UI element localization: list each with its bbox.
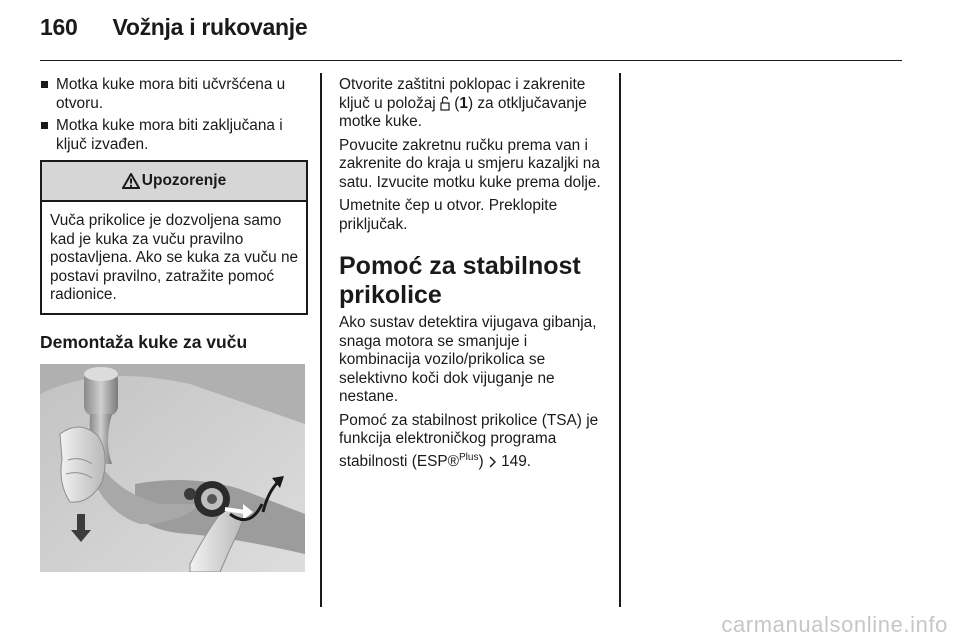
warning-triangle-icon [122, 173, 140, 189]
paragraph-4: Ako sustav detektira vijugava gibanja, snaga motora se smanjuje i kombinacija vozilo/prikolica se selektivno koči dok vijuganje ne nestane. [339, 314, 597, 405]
bullet-item: Motka kuke mora biti učvršćena u otvoru. [40, 76, 308, 113]
page-header [40, 14, 307, 54]
warning-title: Upozorenje [141, 171, 227, 189]
section-heading: Demontaža kuke za vuču [40, 331, 248, 352]
unlock-symbol-icon [440, 96, 450, 111]
stability-heading: Pomoć za stabilnost prikolice [339, 252, 581, 309]
page-reference-arrow-icon[interactable] [488, 456, 497, 468]
warning-body: Vuča prikolice je dozvoljena samo kad je kuka za vuču pravilno postavljena. Ako se kuka za vuču ne postavi pravilno, zatražite pomoć radionice. [50, 212, 299, 303]
plus-superscript: Plus [458, 451, 479, 463]
paragraph-5: Pomoć za stabilnost prikolice (TSA) je funkcija elektroničkog programa stabilnosti (ESP®$^{Plus}$) 149. [339, 411, 599, 470]
bullet-item: Motka kuke mora biti zaključana i ključ izvađen. [40, 117, 308, 154]
column-divider-1 [320, 73, 322, 607]
tow-hook-removal-illustration [40, 364, 305, 572]
left-column [40, 76, 308, 578]
page-reference[interactable]: 149. [496, 452, 532, 470]
right-column [339, 76, 607, 476]
header-rule [40, 60, 902, 61]
paragraph-3: Umetnite čep u otvor. Preklopite priključak. [339, 197, 558, 233]
column-divider-2 [619, 73, 621, 607]
warning-header [42, 162, 306, 202]
watermark: carmanualsonline.info [721, 612, 948, 637]
warning-box [40, 160, 308, 315]
bullet-list [40, 76, 308, 154]
paragraph-2: Povucite zakretnu ručku prema van i zakrenite do kraja u smjeru kazaljki na satu. Izvucite motku kuke prema dolje. [339, 136, 601, 191]
page-title: Vožnja i rukovanje [112, 14, 308, 40]
paragraph-1: Otvorite zaštitni poklopac i zakrenite ključ u položaj (1) za otključavanje motke kuke. [339, 76, 587, 130]
page-number: 160 [40, 14, 78, 40]
